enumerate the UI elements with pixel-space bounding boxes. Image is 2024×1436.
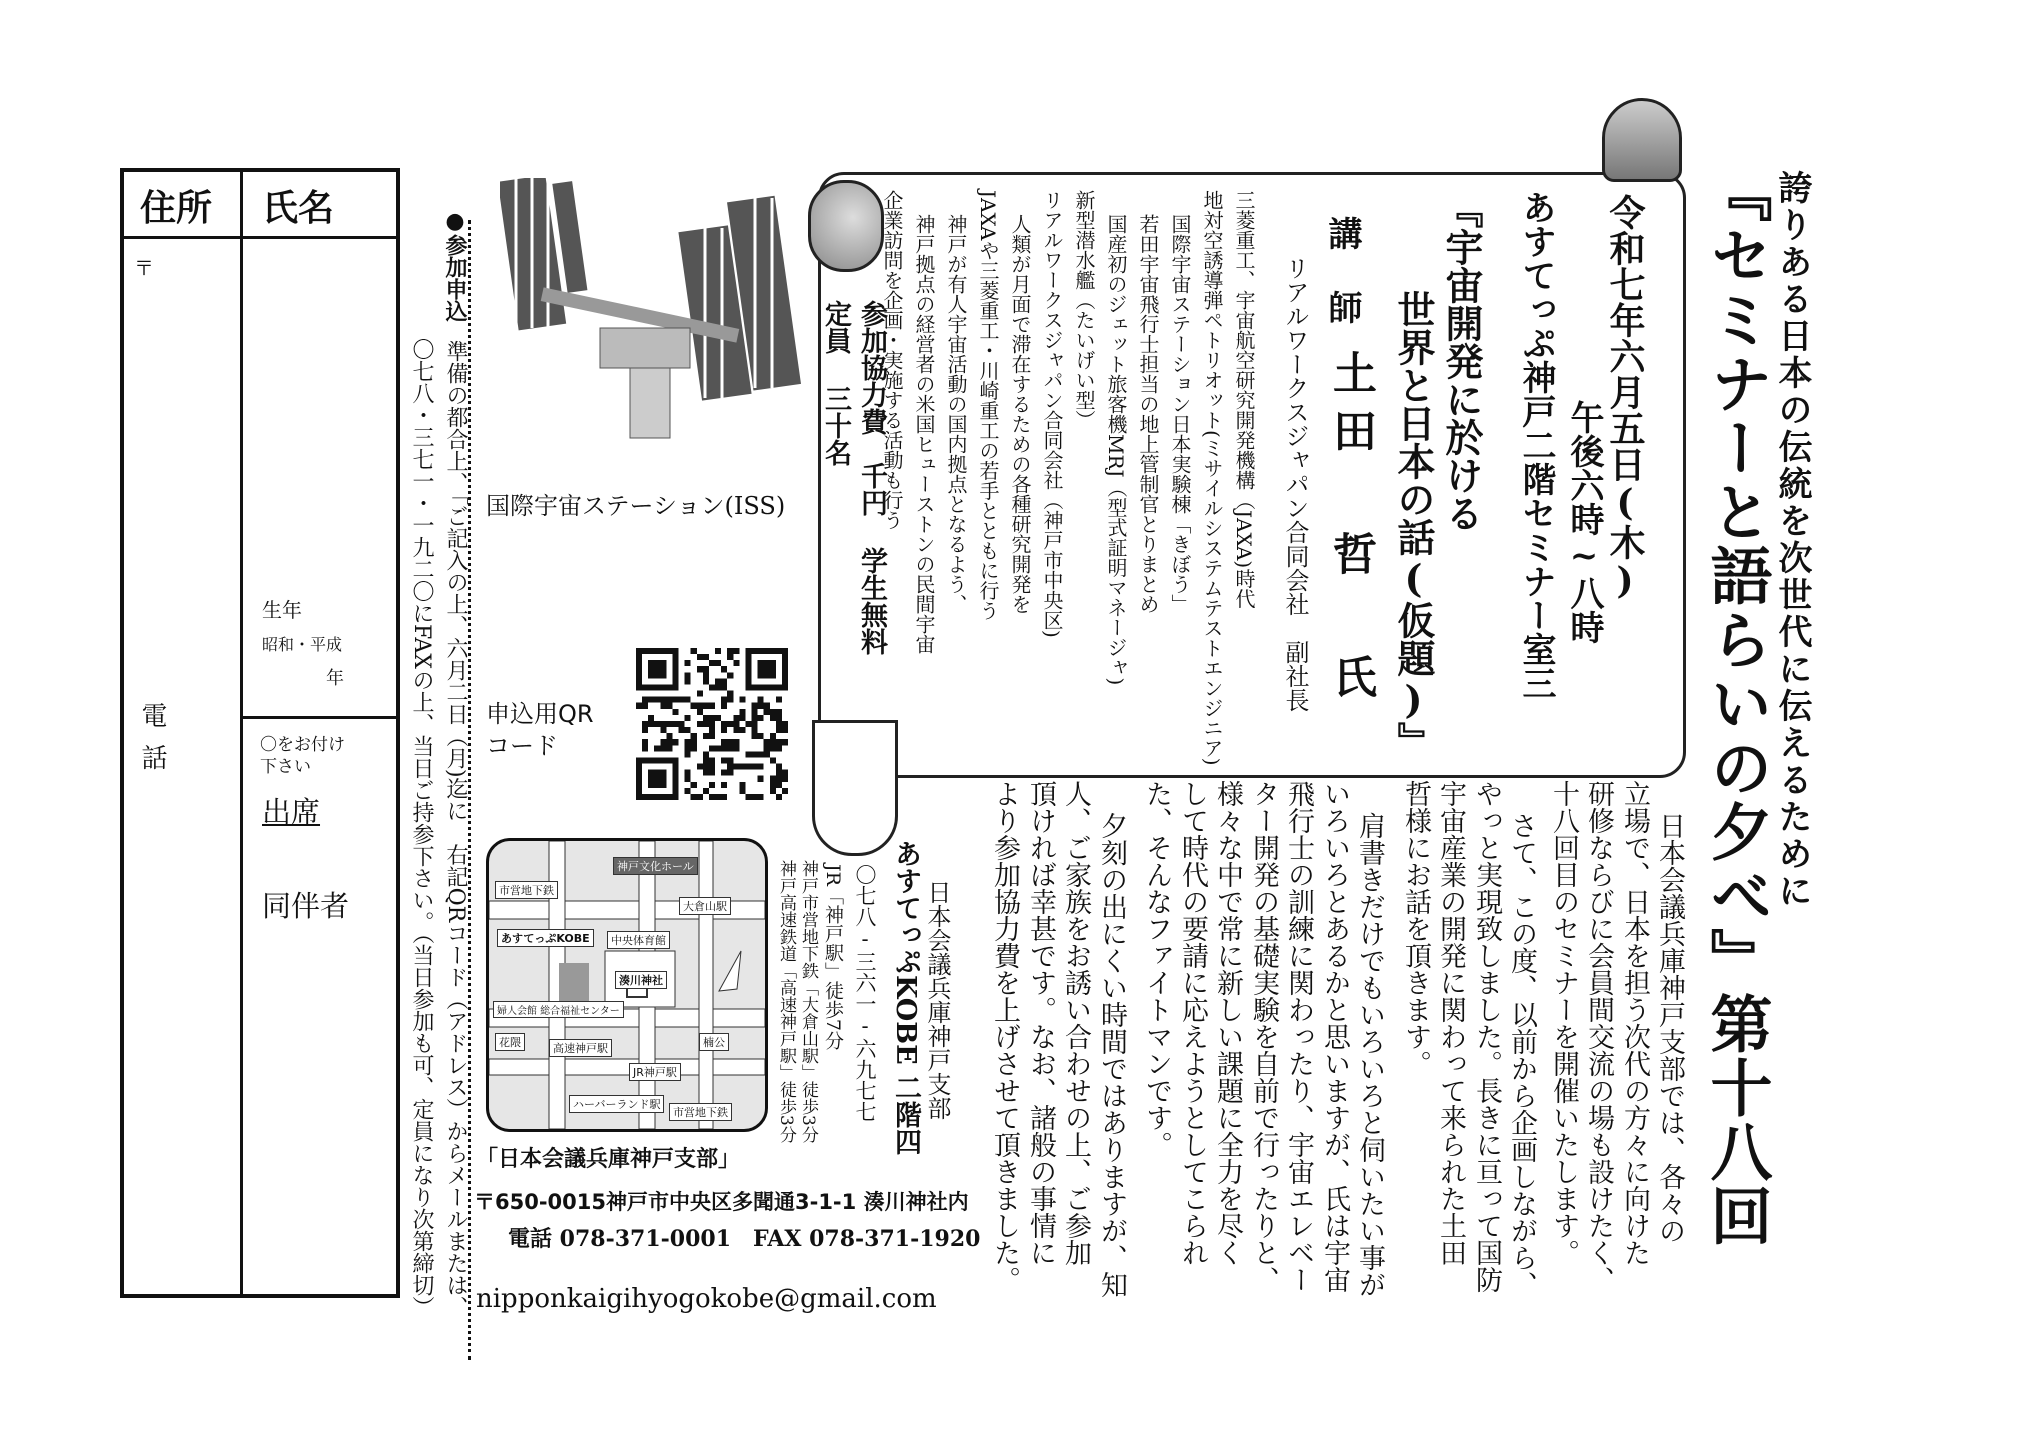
attend-option[interactable]: 出席	[262, 795, 321, 829]
profile-line: リアルワークスジャパン合同会社（神戸市中央区)	[1040, 190, 1064, 638]
map-label: 市営地下鉄	[495, 881, 558, 899]
body-line: 研修ならびに会員間交流の場も設けたく、	[1583, 780, 1614, 1293]
map-label: 婦人会館 総合福祉センター	[493, 1001, 624, 1018]
contact-address: 〒650-0015神戸市中央区多聞通3-1-1 湊川神社内	[474, 1190, 969, 1214]
fee-line: 参加協力費 千円 学生無料	[856, 300, 887, 655]
profile-line: 人類が月面で滞在するための各種研究開発を	[1008, 214, 1032, 614]
map-label: 花隈	[495, 1033, 525, 1051]
map-label: 大倉山駅	[679, 897, 731, 915]
application-text-2: 〇七八・三七一・一九二〇にFAXの上、当日ご持参下さい。（当日参加も可、定員になり次第締切）	[409, 338, 434, 1318]
body-line: より参加協力費を上げさせて頂きました。	[989, 780, 1020, 1293]
form-divider	[240, 168, 243, 1294]
map-label: ハーバーランド駅	[569, 1095, 664, 1113]
lecturer-label: 講 師	[1322, 216, 1362, 324]
address-header: 住所	[140, 187, 213, 229]
body-line: して時代の要請に応えようとしてこられ	[1177, 780, 1208, 1266]
profile-line: 新型潜水艦（たいげい型）	[1072, 190, 1096, 430]
profile-line: 神戸拠点の経営者の米国ヒューストンの民間宇宙	[912, 214, 936, 654]
map-label: あすてっぷKOBE	[497, 929, 594, 947]
page-title: 『セミナーと語らいの夕べ』第十八回	[1700, 160, 1773, 1248]
body-line: 哲様にお話を頂きます。	[1400, 780, 1431, 1077]
qr-caption-1: 申込用QR	[486, 700, 594, 728]
venue-name: あすてっぷKOBE 二階四	[890, 840, 921, 1156]
phone-label: 電話	[137, 702, 167, 786]
iss-caption: 国際宇宙ステーション(ISS)	[486, 492, 786, 520]
organizer-name: 日本会議兵庫神戸支部	[923, 880, 951, 1120]
map-label: 湊川神社	[615, 971, 667, 989]
year-unit: 年	[326, 668, 344, 689]
body-line: 頂ければ幸甚です。なお、諸般の事情に	[1025, 780, 1056, 1266]
contact-email[interactable]: nipponkaigihyogokobe@gmail.com	[476, 1284, 937, 1314]
event-date: 令和七年六月五日(木)	[1604, 194, 1646, 602]
map-label: 高速神戸駅	[549, 1039, 612, 1057]
profile-line: 企業訪問を企画・実施する活動も行う	[880, 190, 904, 530]
profile-line: 神戸が有人宇宙活動の国内拠点となるよう、	[944, 214, 968, 614]
profile-line: 国産初のジェット旅客機MRJ（型式証明マネージャ)	[1104, 214, 1128, 686]
contact-phone-fax: 電話 078-371-0001 FAX 078-371-1920	[508, 1226, 981, 1252]
capacity-line: 定員 三十名	[820, 300, 851, 466]
qr-code[interactable]	[636, 648, 788, 800]
access-kosoku: 神戸高速鉄道「高速神戸駅」徒歩3分	[776, 860, 796, 1143]
profile-line: 国際宇宙ステーション日本実験棟「きぼう」	[1168, 214, 1192, 614]
companion-option[interactable]: 同伴者	[262, 889, 350, 923]
lecturer-affiliation: リアルワークスジャパン合同会社 副社長	[1281, 256, 1309, 712]
body-line: やっと実現致しました。長きに亘って国防	[1471, 780, 1502, 1293]
map-label: JR神戸駅	[629, 1063, 681, 1081]
access-subway: 神戸市営地下鉄「大倉山駅」徒歩3分	[798, 860, 818, 1143]
name-header: 氏名	[262, 187, 335, 229]
postal-mark: 〒	[134, 256, 154, 280]
body-line: 夕刻の出にくい時間ではありますが、知	[1096, 812, 1127, 1298]
application-label: ●参加申込	[442, 208, 468, 322]
body-line: た、そんなファイトマンです。	[1141, 780, 1172, 1158]
map-label: 市営地下鉄	[669, 1103, 732, 1121]
application-text-1: 準備の都合上、「ご記入の上、六月二日（月)迄に 右記QRコード（アドレス）からメールまたは、	[443, 340, 468, 1319]
body-line: 宇宙産業の開発に関わって来られた土田	[1435, 780, 1466, 1266]
map-label: 中央体育館	[607, 931, 670, 949]
era-label: 昭和・平成	[262, 635, 343, 654]
profile-line: 若田宇宙飛行士担当の地上管制官とりまとめ	[1136, 214, 1160, 614]
topic-line-2: 世界と日本の話(仮題)』	[1391, 290, 1436, 760]
event-time: 午後六時~八時	[1564, 400, 1604, 644]
tagline: 誇りある日本の伝統を次世代に伝えるために	[1772, 170, 1812, 910]
form-divider	[240, 716, 396, 719]
body-line: 日本会議兵庫神戸支部では、各々の	[1654, 812, 1685, 1244]
venue-phone: 〇七八-三六一-六九七七	[853, 864, 877, 1122]
topic-line-1: 『宇宙開発に於ける	[1439, 190, 1484, 532]
map-label: 楠公	[699, 1033, 729, 1051]
lecturer-name: 土田 哲 氏	[1325, 350, 1376, 712]
profile-line: JAXAや三菱重工・川崎重工の若手とともに行う	[976, 190, 1000, 621]
body-line: 立場で、日本を担う次代の方々に向けた	[1619, 780, 1650, 1266]
body-line: 様々な中で常に新しい課題に全力を尽く	[1212, 780, 1243, 1266]
qr-caption-2: コード	[486, 732, 558, 760]
event-venue: あすてっぷ神戸二階セミナー室三	[1516, 190, 1556, 700]
birth-year-label: 生年	[262, 598, 302, 622]
access-map	[486, 838, 768, 1132]
body-line: 人、ご家族をお誘い合わせの上、ご参加	[1060, 780, 1091, 1266]
body-line: 飛行士の訓練に関わったり、宇宙エレベー	[1283, 780, 1314, 1293]
body-line: ター開発の基礎実験を自前で行ったりと、	[1248, 780, 1279, 1293]
circle-note: 下さい	[260, 757, 311, 777]
circle-note: 〇をお付け	[260, 735, 345, 755]
profile-line: 三菱重工、宇宙航空研究開発機構（JAXA)時代	[1232, 190, 1256, 609]
profile-line: 地対空誘導弾ペトリオット(ミサイルシステムテストエンジニア)	[1200, 190, 1224, 766]
body-line: いろいろとあるかと思いますが、氏は宇宙	[1319, 780, 1350, 1293]
body-line: 十八回目のセミナーを開催いたします。	[1548, 780, 1579, 1266]
contact-caption: 「日本会議兵庫神戸支部」	[476, 1147, 741, 1172]
form-divider	[120, 236, 396, 239]
iss-image	[500, 178, 820, 478]
map-label: 神戸文化ホール	[613, 857, 698, 875]
scroll-curl-right	[1602, 98, 1682, 182]
body-line: 肩書きだけでもいろいろと伺いたい事が	[1354, 812, 1385, 1298]
access-jr: JR「神戸駅」徒歩7分	[822, 864, 844, 1051]
body-line: さて、この度、以前から企画しながら、	[1506, 812, 1537, 1298]
scroll-tail	[812, 720, 898, 856]
